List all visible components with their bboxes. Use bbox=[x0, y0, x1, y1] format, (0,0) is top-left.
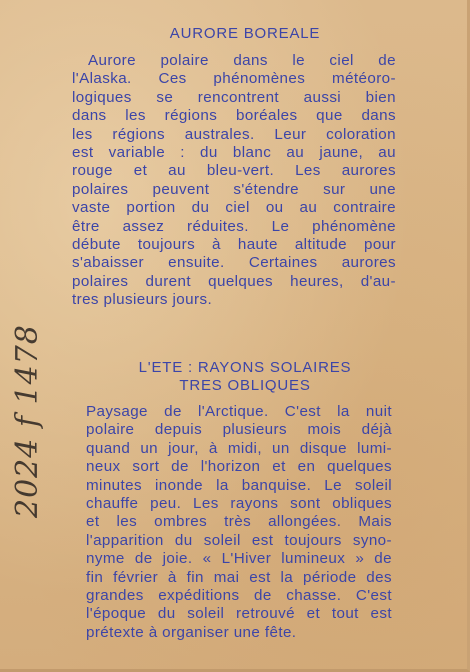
text-line: l'époque du soleil retrouvé et tout est bbox=[86, 605, 392, 623]
text-line: est variable : du blanc au jaune, au bbox=[72, 144, 396, 162]
text-line: l'apparition du soleil est toujours syno- bbox=[86, 531, 392, 549]
text-line: nyme de joie. « L'Hiver lumineux » de bbox=[86, 550, 392, 568]
text-line: s'abaisser ensuite. Certaines aurores bbox=[72, 254, 396, 272]
text-line: vaste portion du ciel ou au contraire bbox=[72, 199, 396, 217]
text-line: polaire depuis plusieurs mois déjà bbox=[86, 421, 392, 439]
text-line: rouge et au bleu-vert. Les aurores bbox=[72, 162, 396, 180]
text-line: tres plusieurs jours. bbox=[72, 291, 213, 309]
text-line: chauffe peu. Les rayons sont obliques bbox=[86, 495, 392, 513]
paragraph-ete bbox=[86, 403, 392, 642]
text-line: grandes expéditions de chasse. C'est bbox=[86, 587, 392, 605]
paragraph-aurore bbox=[72, 52, 396, 310]
section-title-ete bbox=[100, 359, 390, 395]
text-line: l'Alaska. Ces phénomènes météoro- bbox=[72, 70, 396, 88]
text-line: polaires peuvent s'étendre sur une bbox=[72, 180, 396, 198]
text-line: fin février à fin mai est la période des bbox=[86, 568, 392, 586]
text-line: les régions australes. Leur coloration bbox=[72, 125, 396, 143]
section-title-aurore: AURORE BOREALE bbox=[169, 25, 321, 42]
text-line: Aurore polaire dans le ciel de bbox=[88, 52, 396, 69]
text-line: neux sort de l'horizon et en quelques bbox=[86, 458, 392, 476]
handwritten-inventory-note: 2024 f 1478 bbox=[10, 324, 45, 518]
section-title-line: TRES OBLIQUES bbox=[179, 377, 311, 394]
text-line: dans les régions boréales que dans bbox=[72, 107, 396, 125]
section-title-line: L'ETE : RAYONS SOLAIRES bbox=[138, 359, 352, 376]
text-line: minutes inonde la banquise. Le soleil bbox=[86, 476, 392, 494]
text-line: être assez réduites. Le phénomène bbox=[72, 217, 396, 235]
text-line: polaires durent quelques heures, d'au- bbox=[72, 272, 396, 290]
text-line: Paysage de l'Arctique. C'est la nuit bbox=[86, 403, 392, 420]
text-line: prétexte à organiser une fête. bbox=[86, 623, 297, 641]
text-line: logiques se rencontrent aussi bien bbox=[72, 88, 396, 106]
text-line: quand un jour, à midi, un disque lumi- bbox=[86, 439, 392, 457]
text-line: et les ombres très allongées. Mais bbox=[86, 513, 392, 531]
text-line: débute toujours à haute altitude pour bbox=[72, 236, 396, 254]
